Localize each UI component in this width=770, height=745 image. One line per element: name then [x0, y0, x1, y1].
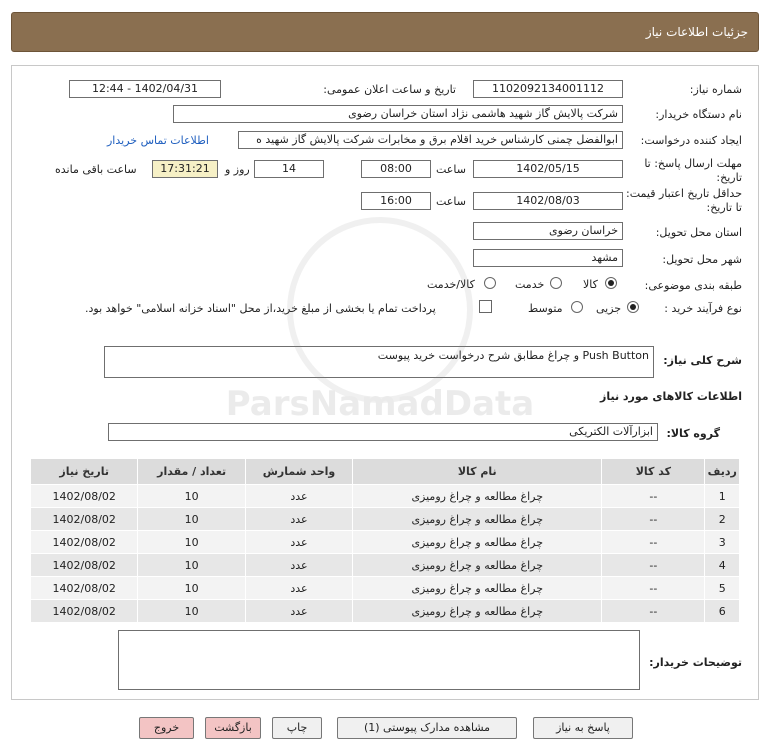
treasury-payment-checkbox[interactable]: [479, 300, 492, 313]
item-unit: عدد: [245, 600, 352, 623]
table-row: [31, 531, 740, 554]
announce-label: تاریخ و ساعت اعلان عمومی:: [323, 83, 456, 96]
item-qty: 10: [138, 600, 245, 623]
category-label: طبقه بندی موضوعی:: [644, 279, 742, 292]
item-unit: عدد: [245, 577, 352, 600]
purchase-type-label: نوع فرآیند خرید :: [664, 302, 742, 315]
contact-buyer-link[interactable]: اطلاعات تماس خریدار: [107, 134, 209, 147]
row-number: 3: [705, 531, 740, 554]
page-header: [11, 12, 759, 52]
item-qty: 10: [138, 508, 245, 531]
item-code: --: [602, 554, 705, 577]
table-row: [31, 508, 740, 531]
buyer-notes-label: توضیحات خریدار:: [649, 656, 742, 669]
table-row: [31, 554, 740, 577]
category-both-label: کالا/خدمت: [427, 278, 475, 291]
exit-button[interactable]: خروج: [139, 717, 194, 739]
summary-field: Push Button و چراغ مطابق شرح درخواست خرید پیوست: [104, 346, 654, 378]
validity-date-field: 1402/08/03: [473, 192, 623, 210]
need-number-field: 1102092134001112: [473, 80, 623, 98]
purchase-medium-radio[interactable]: [571, 301, 583, 313]
category-both-radio[interactable]: [484, 277, 496, 289]
purchase-minor-label: جزیی: [596, 302, 622, 315]
remaining-label: ساعت باقی مانده: [55, 163, 137, 176]
col-code-header: کد کالا: [602, 459, 705, 485]
item-qty: 10: [138, 554, 245, 577]
item-name: چراغ مطالعه و چراغ رومیزی: [353, 485, 602, 508]
deadline-date-field: 1402/05/15: [473, 160, 623, 178]
back-button[interactable]: بازگشت: [205, 717, 261, 739]
print-button[interactable]: چاپ: [272, 717, 322, 739]
treasury-payment-note: پرداخت تمام یا بخشی از مبلغ خرید،از محل "اسناد خزانه اسلامی" خواهد بود.: [85, 302, 436, 315]
purchase-minor-radio[interactable]: [627, 301, 639, 313]
item-unit: عدد: [245, 554, 352, 577]
days-label: روز و: [225, 163, 250, 176]
item-unit: عدد: [245, 531, 352, 554]
creator-label: ایجاد کننده درخواست:: [640, 134, 742, 147]
category-service-radio[interactable]: [550, 277, 562, 289]
col-name-header: نام کالا: [353, 459, 602, 485]
reply-button[interactable]: پاسخ به نیاز: [533, 717, 633, 739]
item-qty: 10: [138, 531, 245, 554]
row-number: 4: [705, 554, 740, 577]
deadline-time-label: ساعت: [436, 163, 466, 176]
deadline-time-field: 08:00: [361, 160, 431, 178]
table-row: [31, 485, 740, 508]
creator-field: ابوالفضل چمنی کارشناس خرید اقلام برق و مخابرات شرکت پالایش گاز شهید ه: [238, 131, 623, 149]
item-code: --: [602, 485, 705, 508]
item-name: چراغ مطالعه و چراغ رومیزی: [353, 600, 602, 623]
buyer-notes-field: [118, 630, 640, 690]
item-qty: 10: [138, 577, 245, 600]
item-code: --: [602, 508, 705, 531]
page-title: جزئیات اطلاعات نیاز: [645, 25, 748, 39]
city-label: شهر محل تحویل:: [662, 253, 742, 266]
item-name: چراغ مطالعه و چراغ رومیزی: [353, 531, 602, 554]
need-number-label: شماره نیاز:: [689, 83, 742, 96]
item-date: 1402/08/02: [31, 531, 138, 554]
item-code: --: [602, 577, 705, 600]
city-field: مشهد: [473, 249, 623, 267]
item-date: 1402/08/02: [31, 485, 138, 508]
item-date: 1402/08/02: [31, 577, 138, 600]
buyer-label: نام دستگاه خریدار:: [655, 108, 742, 121]
col-date-header: تاریخ نیاز: [31, 459, 138, 485]
validity-time-label: ساعت: [436, 195, 466, 208]
purchase-medium-label: متوسط: [528, 302, 563, 315]
validity-label: حداقل تاریخ اعتبار قیمت: تا تاریخ:: [626, 187, 742, 214]
goods-group-label: گروه کالا:: [666, 427, 720, 440]
col-row-header: ردیف: [705, 459, 740, 485]
days-remaining-field: 14: [254, 160, 324, 178]
row-number: 6: [705, 600, 740, 623]
category-goods-radio[interactable]: [605, 277, 617, 289]
item-qty: 10: [138, 485, 245, 508]
row-number: 2: [705, 508, 740, 531]
goods-group-field: ابزارآلات الکتریکی: [108, 423, 658, 441]
item-unit: عدد: [245, 485, 352, 508]
validity-time-field: 16:00: [361, 192, 431, 210]
view-attachments-button[interactable]: مشاهده مدارک پیوستی (1): [337, 717, 517, 739]
item-unit: عدد: [245, 508, 352, 531]
category-goods-label: کالا: [583, 278, 598, 291]
row-number: 1: [705, 485, 740, 508]
row-number: 5: [705, 577, 740, 600]
col-qty-header: تعداد / مقدار: [138, 459, 245, 485]
item-name: چراغ مطالعه و چراغ رومیزی: [353, 577, 602, 600]
category-service-label: خدمت: [515, 278, 545, 291]
buyer-field: شرکت پالایش گاز شهید هاشمی نژاد استان خراسان رضوی: [173, 105, 623, 123]
province-label: استان محل تحویل:: [655, 226, 742, 239]
item-date: 1402/08/02: [31, 600, 138, 623]
announce-field: 1402/04/31 - 12:44: [69, 80, 221, 98]
province-field: خراسان رضوی: [473, 222, 623, 240]
item-name: چراغ مطالعه و چراغ رومیزی: [353, 554, 602, 577]
deadline-label: مهلت ارسال پاسخ: تا تاریخ:: [644, 157, 742, 184]
remaining-time-field: 17:31:21: [152, 160, 218, 178]
item-date: 1402/08/02: [31, 554, 138, 577]
col-unit-header: واحد شمارش: [245, 459, 352, 485]
table-row: [31, 577, 740, 600]
item-date: 1402/08/02: [31, 508, 138, 531]
goods-table: [30, 458, 740, 623]
item-name: چراغ مطالعه و چراغ رومیزی: [353, 508, 602, 531]
item-code: --: [602, 600, 705, 623]
table-row: [31, 600, 740, 623]
item-code: --: [602, 531, 705, 554]
goods-info-heading: اطلاعات کالاهای مورد نیاز: [600, 390, 742, 403]
summary-label: شرح کلی نیاز:: [663, 354, 742, 367]
